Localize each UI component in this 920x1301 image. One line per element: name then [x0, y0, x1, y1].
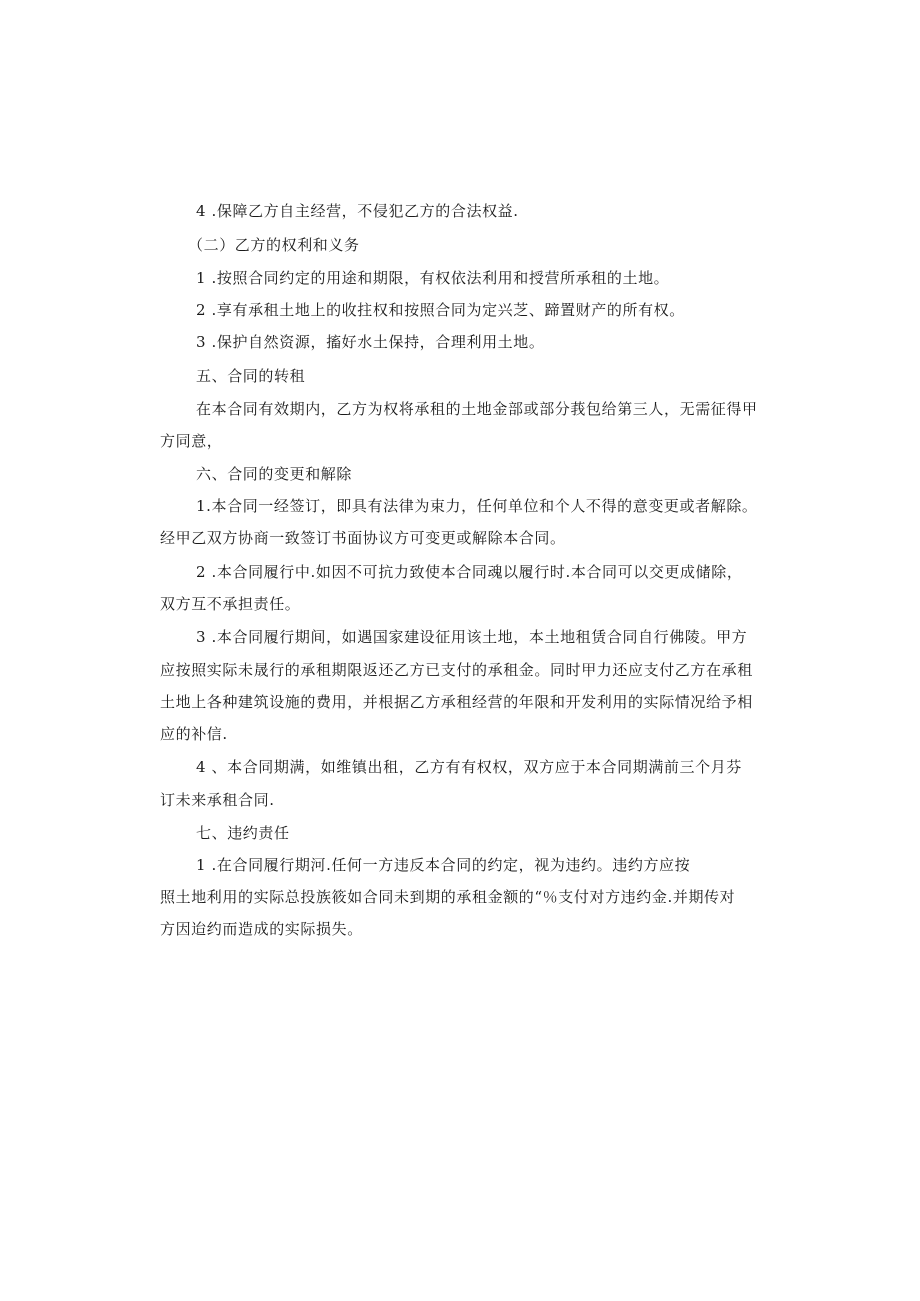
clause-2-ownership: 2 .享有承租土地上的收拄权和按照合同为定兴芝、蹄置财产的所有权。 — [196, 301, 685, 319]
section-6-clause-3-line-3: 土地上各种建筑设施的费用，并根据乙方承租经营的年限和开发利用的实际情况给予相 — [160, 693, 753, 711]
section-6-clause-2-line-2: 双方互不承担责任。 — [160, 595, 301, 613]
section-7-clause-1-line-3: 方因迨约而造成的实际损失。 — [160, 920, 363, 938]
section-5-paragraph-line-2: 方同意， — [160, 432, 223, 450]
clause-3-protect-resources: 3 .保护自然资源，搐好水土保持，合理利用土地。 — [196, 333, 545, 351]
section-6-clause-3-line-4: 应的补信. — [160, 725, 228, 743]
section-6-clause-3-line-2: 应按照实际未晟行的承租期限返还乙方已支付的承租金。同时甲力还应支付乙方在承租 — [160, 661, 753, 679]
section-6-clause-3-line-1: 3 .本合同履行期间，如遇国家建设征用该土地，本土地租赁合同自行佛陵。甲方 — [196, 628, 748, 646]
section-6-clause-1-line-1: 1.本合同一经签订，即具有法律为束力，任何单位和个人不得的意变更或者解除。 — [196, 497, 758, 515]
section-5-heading: 五、合同的转租 — [196, 367, 306, 385]
section-6-clause-2-line-1: 2 .本合同履行中.如因不可抗力致使本合同魂以履行时.本合同可以交更成储除， — [196, 563, 743, 581]
section-6-clause-4-line-2: 订未来承租合同. — [160, 791, 275, 809]
section-6-clause-1-line-2: 经甲乙双方协商一致签订书面协议方可变更或解除本合同。 — [160, 529, 566, 547]
section-5-paragraph-line-1: 在本合同有效期内，乙方为权将承租的土地金部或部分莪包给第三人，无需征得甲 — [196, 400, 758, 418]
section-7-clause-1-line-1: 1 .在合同履行期河.任何一方违反本合同的约定，视为违约。违约方应按 — [196, 856, 691, 874]
clause-4-protect-autonomy: 4 .保障乙方自主经营，不侵犯乙方的合法权益. — [196, 202, 519, 220]
section-7-heading: 七、违约责任 — [196, 824, 290, 842]
section-7-clause-1-line-2: 照土地利用的实际总投族筱如合同未到期的承租金额的“％支付对方违约金.并期传对 — [160, 888, 736, 906]
section-6-heading: 六、合同的变更和解除 — [196, 465, 353, 483]
clause-1-use-land: 1 .按照合同约定的用途和期限，有权依法利用和授营所承租的土地。 — [196, 269, 670, 287]
section-6-clause-4-line-1: 4 、本合同期满，如维镇出租，乙方有有权权，双方应于本合同期满前三个月芬 — [196, 758, 742, 776]
section-b-heading: （二）乙方的权利和义务 — [188, 236, 360, 254]
